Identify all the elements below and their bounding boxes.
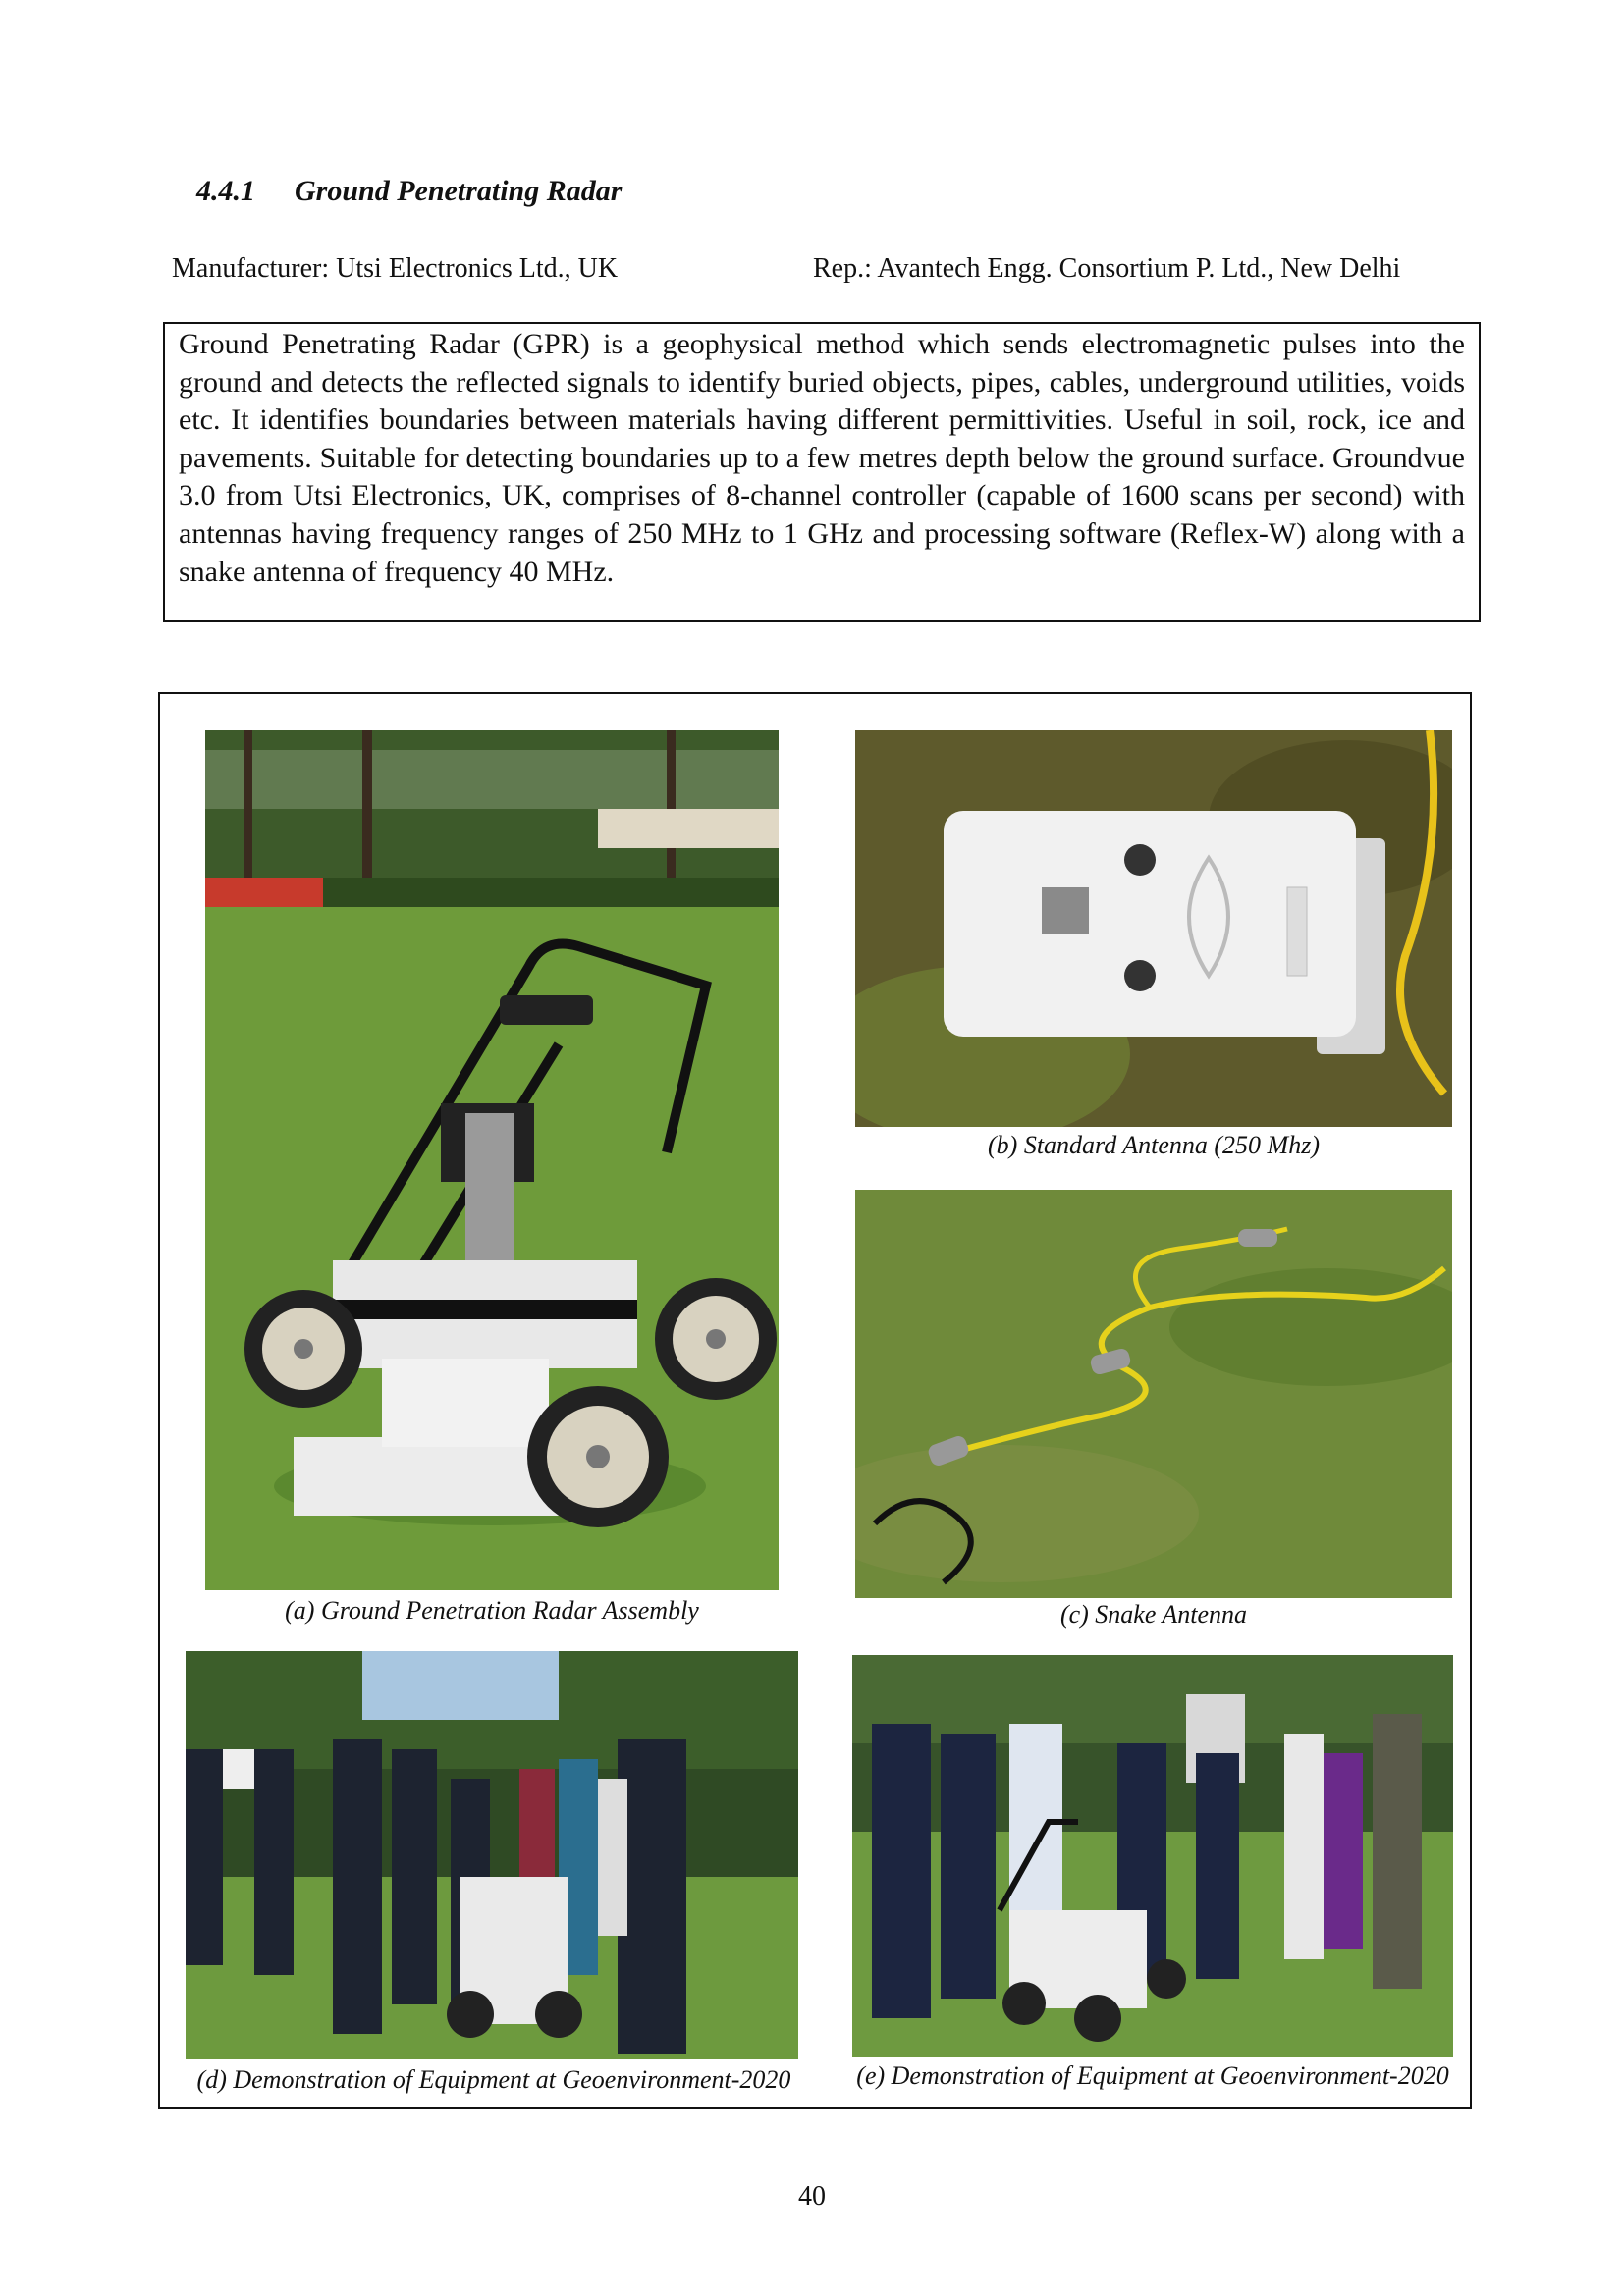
photo-gpr-assembly [205, 730, 779, 1590]
section-number: 4.4.1 [196, 175, 255, 207]
photo-snake-antenna [855, 1190, 1452, 1598]
caption-e: (e) Demonstration of Equipment at Geoenvironment-2020 [856, 2061, 1449, 2090]
photo-demonstration-d [186, 1651, 798, 2059]
page-number: 40 [798, 2181, 826, 2212]
section-title: Ground Penetrating Radar [295, 175, 623, 207]
section-heading [196, 175, 622, 208]
caption-c: (c) Snake Antenna [1059, 1600, 1248, 1629]
caption-b: (b) Standard Antenna (250 Mhz) [988, 1131, 1320, 1159]
photo-standard-antenna [855, 730, 1452, 1127]
representative-line: Rep.: Avantech Engg. Consortium P. Ltd., New Delhi [813, 253, 1401, 284]
description-box: Ground Penetrating Radar (GPR) is a geophysical method which sends electromagnetic pulses into the ground and detects the reflected signals to identify buried objects, pipes, cables, underground utilities, voids etc. It identifies boundaries between materials having different permittivities. Useful in soil, rock, ice and pavements. Suitable for detecting boundaries up to a few metres depth below the ground surface. Groundvue 3.0 from Utsi Electronics, UK, comprises of 8-channel controller (capable of 1600 scans per second) with antennas having frequency ranges of 250 MHz to 1 GHz and processing software (Reflex-W) along with a snake antenna of frequency 40 MHz. [163, 322, 1481, 622]
manufacturer-line: Manufacturer: Utsi Electronics Ltd., UK [172, 253, 619, 284]
photo-demonstration-e [852, 1655, 1453, 2057]
caption-d: (d) Demonstration of Equipment at Geoenvironment-2020 [196, 2065, 791, 2094]
caption-a: (a) Ground Penetration Radar Assembly [285, 1596, 699, 1625]
